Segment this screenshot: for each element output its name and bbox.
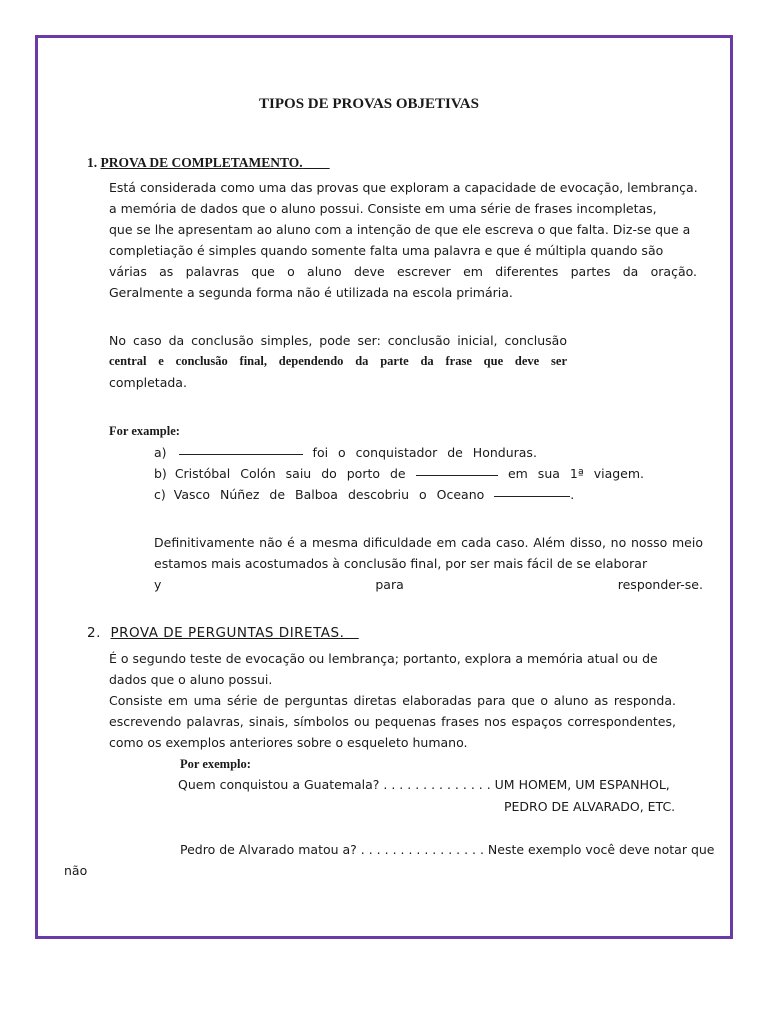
section2-title: PROVA DE PERGUNTAS DIRETAS.	[110, 625, 345, 641]
text-line: Está considerada como uma das provas que exploram a capacidade de evocação, lembrança.	[109, 180, 698, 195]
text-line: dados que o aluno possui.	[109, 672, 273, 687]
example-text: foi o conquistador de Honduras.	[312, 445, 537, 460]
section2-paragraph-2	[109, 690, 676, 753]
example-question-2-cont: não	[64, 863, 88, 878]
text-line: Consiste em uma série de perguntas diretas elaboradas para que o aluno as responda.	[109, 693, 676, 708]
example-question-2: Pedro de Alvarado matou a? . . . . . . . . . . . . . . . . Neste exemplo você deve notar que	[180, 842, 715, 857]
fill-in-blank[interactable]	[179, 442, 303, 455]
example-question-1: Quem conquistou a Guatemala? . . . . . . . . . . . . . . UM HOMEM, UM ESPANHOL,	[178, 777, 670, 792]
fill-in-blank[interactable]	[416, 463, 498, 476]
document-title: TIPOS DE PROVAS OBJETIVAS	[259, 96, 479, 112]
example-marker: b)	[154, 466, 167, 481]
fill-in-blank[interactable]	[494, 484, 570, 497]
example-item-c	[154, 484, 644, 505]
text-line: completada.	[109, 375, 187, 390]
text-line: várias as palavras que o aluno deve escrever em diferentes partes da oração.	[109, 264, 697, 279]
text-line: É o segundo teste de evocação ou lembrança; portanto, explora a memória atual ou de	[109, 651, 658, 666]
section1-paragraph-3	[154, 532, 703, 595]
section1-paragraph-1	[109, 177, 697, 303]
section1-number: 1.	[87, 155, 98, 170]
example-text: .	[570, 487, 575, 502]
text-line: Geralmente a segunda forma não é utilizada na escola primária.	[109, 285, 513, 300]
example-item-b	[154, 463, 644, 484]
section1-title: PROVA DE COMPLETAMENTO.	[100, 155, 303, 170]
section1-paragraph-2	[109, 330, 567, 393]
text-line: como os exemplos anteriores sobre o esqueleto humano.	[109, 735, 468, 750]
text-line: completiação é simples quando somente falta uma palavra e que é múltipla quando são	[109, 243, 664, 258]
example-marker: a)	[154, 445, 167, 460]
text-line: Definitivamente não é a mesma dificuldade em cada caso. Além disso, no nosso meio	[154, 535, 703, 550]
section1-example-label: For example:	[109, 424, 180, 438]
text-line	[154, 574, 703, 595]
text-word: para	[375, 577, 404, 592]
text-word: y	[154, 577, 162, 592]
section2-example-label: Por exemplo:	[180, 757, 251, 771]
example-text: Cristóbal Colón saiu do porto de	[174, 466, 406, 481]
text-line: escrevendo palavras, sinais, símbolos ou pequenas frases nos espaços correspondentes,	[109, 714, 676, 729]
section2-number: 2.	[87, 625, 101, 641]
example-answer-1-cont: PEDRO DE ALVARADO, ETC.	[504, 799, 676, 814]
text-line: estamos mais acostumados à conclusão final, por ser mais fácil de se elaborar	[154, 556, 648, 571]
text-word: responder-se.	[617, 577, 703, 592]
example-text: Vasco Núñez de Balboa descobriu o Oceano	[173, 487, 485, 502]
text-line: que se lhe apresentam ao aluno com a intenção de que ele escreva o que falta. Diz-se que a	[109, 222, 691, 237]
section2-heading	[87, 625, 359, 641]
section1-heading	[87, 155, 330, 171]
example-marker: c)	[154, 487, 166, 502]
example-text: em sua 1ª viagem.	[507, 466, 644, 481]
example-list	[154, 442, 644, 505]
text-line: central e conclusão final, dependendo da parte da frase que deve ser	[109, 354, 567, 368]
section2-paragraph-1	[109, 648, 664, 690]
text-line: No caso da conclusão simples, pode ser: conclusão inicial, conclusão	[109, 333, 567, 348]
example-item-a	[154, 442, 644, 463]
text-line: a memória de dados que o aluno possui. Consiste em uma série de frases incompletas,	[109, 201, 657, 216]
